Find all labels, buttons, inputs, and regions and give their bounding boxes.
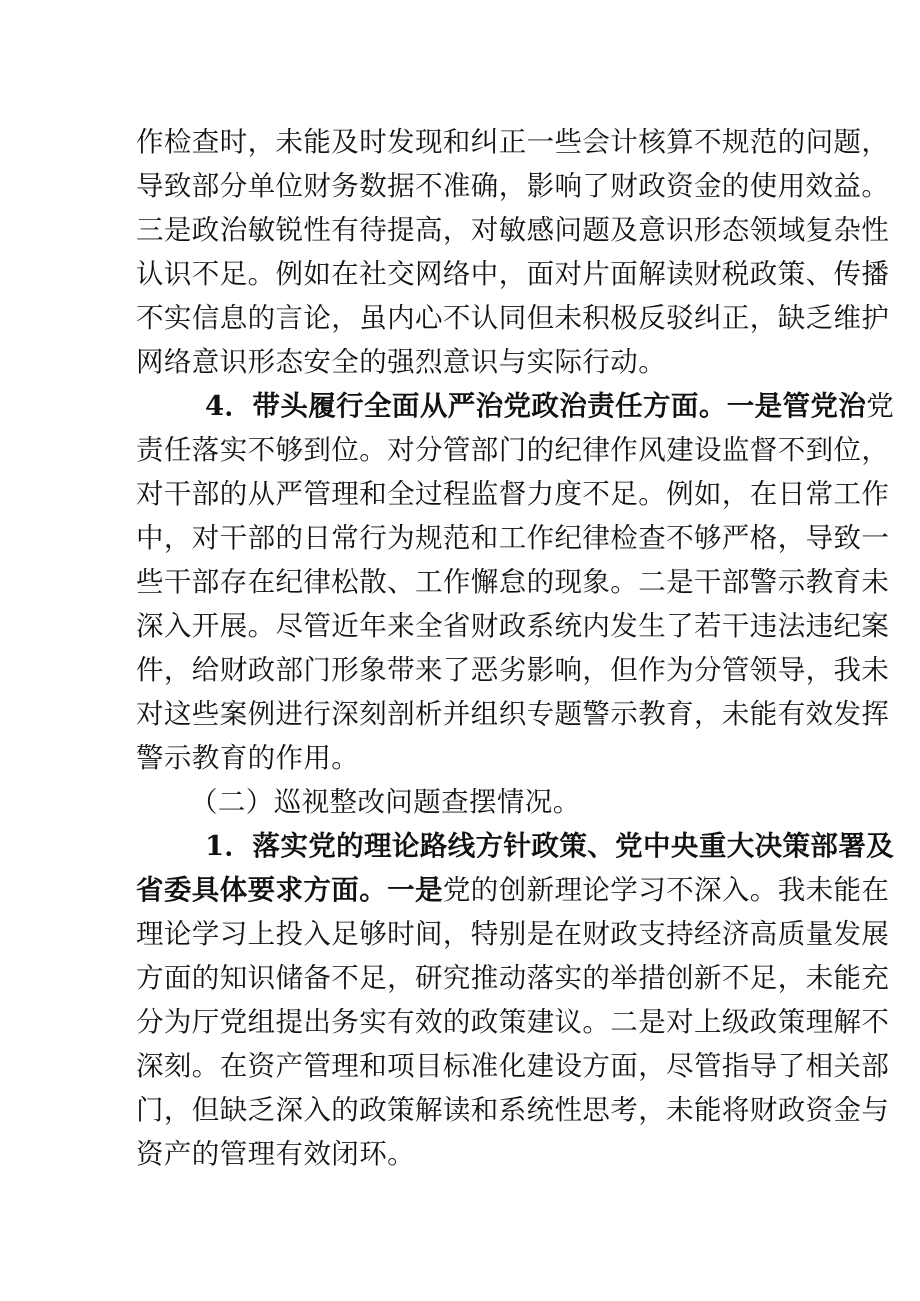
text-line: 中，对干部的日常行为规范和工作纪律检查不够严格，导致一 [136, 522, 890, 554]
text-line: 分为厅党组提出务实有效的政策建议。二是对上级政策理解不 [136, 1006, 890, 1038]
section1-heading: 1．落实党的理论路线方针政策、党中央重大决策部署及 [205, 830, 895, 862]
text-line: 导致部分单位财务数据不准确，影响了财政资金的使用效益。 [136, 170, 890, 202]
text-line: 不实信息的言论，虽内心不认同但未积极反驳纠正，缺乏维护 [136, 302, 890, 334]
text-line: 深入开展。尽管近年来全省财政系统内发生了若干违法违纪案 [136, 610, 890, 642]
text-line: 理论学习上投入足够时间，特别是在财政支持经济高质量发展 [136, 918, 890, 950]
text-line: 警示教育的作用。 [136, 742, 360, 774]
text-line: 作检查时，未能及时发现和纠正一些会计核算不规范的问题， [136, 126, 890, 158]
subheading: （二）巡视整改问题查摆情况。 [190, 786, 581, 818]
text-line: 些干部存在纪律松散、工作懈怠的现象。二是干部警示教育未 [136, 566, 890, 598]
section4-heading-rest: 党 [866, 390, 895, 422]
text-line: 三是政治敏锐性有待提高，对敏感问题及意识形态领域复杂性 [136, 214, 890, 246]
text-line: 对这些案例进行深刻剖析并组织专题警示教育，未能有效发挥 [136, 698, 890, 730]
section1-heading-line2 [136, 870, 889, 910]
text-line: 件，给财政部门形象带来了恶劣影响，但作为分管领导，我未 [136, 654, 890, 686]
text-line: 责任落实不够到位。对分管部门的纪律作风建设监督不到位， [136, 434, 890, 466]
text-line: 方面的知识储备不足，研究推动落实的举措创新不足，未能充 [136, 962, 890, 994]
text-line: 资产的管理有效闭环。 [136, 1138, 415, 1170]
text-line: 网络意识形态安全的强烈意识与实际行动。 [136, 346, 667, 378]
section1-heading-bold: 省委具体要求方面。一是 [136, 874, 443, 906]
section4-heading-bold: 4．带头履行全面从严治党政治责任方面。一是管党治 [205, 390, 867, 422]
section4-heading [205, 386, 894, 426]
text-line: 门，但缺乏深入的政策解读和系统性思考，未能将财政资金与 [136, 1094, 890, 1126]
section1-heading-rest: 党的创新理论学习不深入。我未能在 [442, 874, 890, 906]
text-line: 对干部的从严管理和全过程监督力度不足。例如，在日常工作 [136, 478, 890, 510]
text-line: 深刻。在资产管理和项目标准化建设方面，尽管指导了相关部 [136, 1050, 890, 1082]
text-line: 认识不足。例如在社交网络中，面对片面解读财税政策、传播 [136, 258, 890, 290]
